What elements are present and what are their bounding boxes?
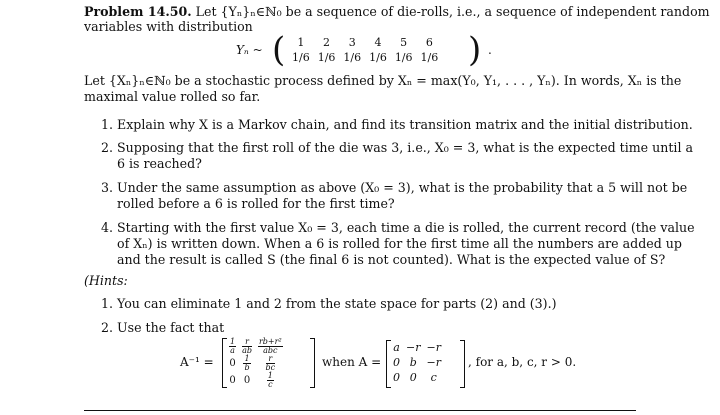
distribution-prob: 1/6 — [292, 51, 310, 64]
definition-line-2: maximal value rolled so far. — [84, 89, 261, 104]
ainv-cell: 0 — [229, 358, 236, 369]
distribution-value: 3 — [348, 36, 356, 49]
fraction-denominator: ab — [242, 346, 252, 355]
distribution-prob: 1/6 — [343, 51, 362, 64]
question-number: 2. — [101, 140, 114, 155]
question-number: 1. — [101, 117, 114, 132]
question-text-line: rolled before a 6 is rolled for the first time? — [117, 196, 395, 211]
ainv-right-bracket — [310, 338, 315, 388]
fraction-denominator: a — [230, 346, 235, 355]
distribution-values-row — [288, 35, 442, 50]
fraction-numerator: 1 — [267, 371, 273, 380]
distribution-probs-row — [288, 50, 442, 65]
a-cell: −r — [406, 341, 421, 354]
hints-title: (Hints: — [84, 273, 128, 288]
bottom-rule — [84, 410, 636, 411]
question-text-line: and the result is called S (the final 6 is not counted). What is the expected value of S? — [117, 252, 666, 267]
distribution-value: 5 — [400, 36, 408, 49]
fraction — [266, 355, 276, 372]
condition-text: , for a, b, c, r > 0. — [468, 355, 577, 369]
fraction — [258, 338, 283, 355]
a-cell: c — [430, 371, 437, 384]
question-text-line: Starting with the first value X₀ = 3, each time a die is rolled, the current record (the value — [117, 220, 695, 235]
problem-intro-line-2: variables with distribution — [84, 19, 253, 34]
ainv-cell: 0 — [243, 375, 251, 386]
ainv-cell: 0 — [229, 375, 236, 386]
a-cell: 0 — [409, 371, 417, 384]
distribution-value: 4 — [374, 36, 382, 49]
hint-text: You can eliminate 1 and 2 from the state space for parts (2) and (3).) — [117, 296, 557, 311]
hint-number: 1. — [101, 296, 114, 311]
fraction — [229, 338, 236, 355]
fraction-numerator: rb+r² — [258, 337, 282, 346]
fraction — [243, 355, 250, 372]
question-text-line: Supposing that the first roll of the die was 3, i.e., X₀ = 3, what is the expected time until a — [117, 140, 693, 155]
fraction — [267, 372, 274, 389]
a-cell: 0 — [393, 356, 400, 369]
question-text-line: Under the same assumption as above (X₀ = 3), what is the probability that a 5 will not be — [117, 180, 688, 195]
ainv-cell — [255, 355, 286, 372]
hint-number: 2. — [101, 320, 114, 335]
a-cell: 0 — [393, 371, 400, 384]
ainv-cell — [239, 355, 255, 372]
distribution-period: . — [488, 43, 492, 57]
right-paren: ) — [468, 30, 482, 70]
distribution-prob: 1/6 — [317, 51, 336, 64]
ainv-cell — [255, 372, 286, 389]
ainv-cell — [255, 338, 286, 355]
problem-label: Problem 14.50. — [84, 4, 192, 19]
left-paren: ( — [272, 30, 286, 70]
distribution-value: 6 — [425, 36, 433, 49]
a-cell: b — [409, 356, 417, 369]
question-text-line: 6 is reached? — [117, 156, 202, 171]
question-text-line: Explain why X is a Markov chain, and find its transition matrix and the initial distribution. — [117, 117, 693, 132]
question-text-line: of Xₙ) is written down. When a 6 is rolled for the first time all the numbers are added up — [117, 236, 682, 251]
when-label: when A = — [322, 355, 382, 369]
question-number: 4. — [101, 220, 114, 235]
fraction — [242, 338, 252, 355]
distribution-table — [288, 35, 442, 65]
distribution-value: 2 — [323, 36, 331, 49]
problem-intro-text: Let {Yₙ}ₙ∈ℕ₀ be a sequence of die-rolls, i.e., a sequence of independent random — [195, 4, 710, 19]
problem-intro-line-1 — [84, 4, 710, 20]
distribution-value: 1 — [297, 36, 305, 49]
ainv-cell — [239, 338, 255, 355]
fraction-numerator: r — [266, 355, 276, 364]
distribution-lhs: Yₙ ~ — [236, 43, 263, 57]
fraction-denominator: abc — [263, 346, 278, 355]
a-cell: a — [393, 341, 400, 354]
fraction-numerator: r — [242, 338, 252, 347]
fraction-numerator: 1 — [230, 337, 236, 346]
question-number: 3. — [101, 180, 114, 195]
distribution-prob: 1/6 — [420, 51, 439, 64]
fraction-denominator: b — [244, 363, 250, 372]
a-cell: −r — [426, 356, 441, 369]
fraction-denominator: bc — [265, 363, 276, 372]
distribution-prob: 1/6 — [369, 51, 387, 64]
ainv-label: A⁻¹ = — [180, 355, 214, 369]
distribution-prob: 1/6 — [394, 51, 413, 64]
a-matrix — [390, 340, 444, 385]
ainv-matrix — [226, 338, 286, 389]
fraction-denominator: c — [268, 380, 273, 389]
definition-line-1: Let {Xₙ}ₙ∈ℕ₀ be a stochastic process defined by Xₙ = max(Y₀, Y₁, . . . , Yₙ). In words, Xₙ is the — [84, 73, 682, 88]
ainv-cell — [226, 338, 239, 355]
fraction-numerator: 1 — [244, 354, 250, 363]
a-cell: −r — [426, 341, 441, 354]
distribution-display — [236, 30, 496, 70]
hint-text: Use the fact that — [117, 320, 225, 335]
a-right-bracket — [460, 340, 465, 388]
